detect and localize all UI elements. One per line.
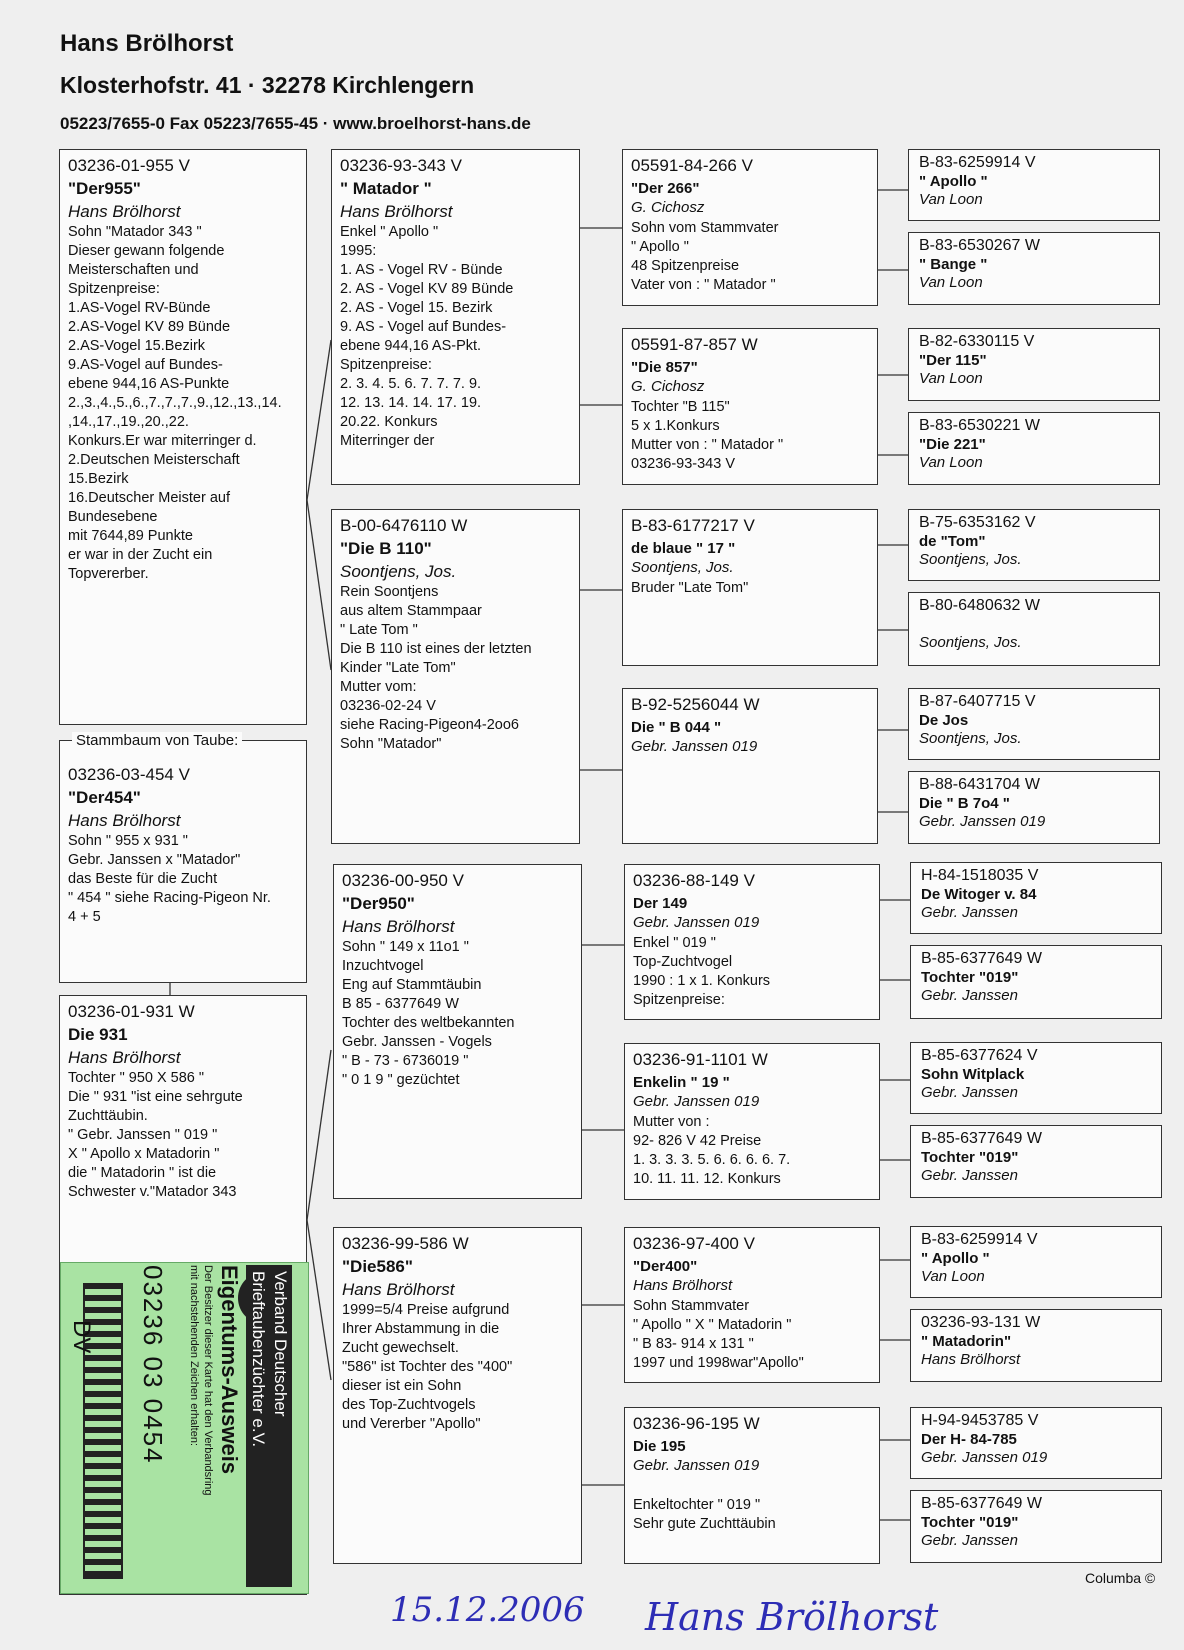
g2-text: Rein Soontjens aus altem Stammpaar " Late Tom " Die B 110 ist eines der letzten Kinder "Late Tom" Mutter vom: 03236-02-24 V siehe Racing-Pigeon4-2oo6 Sohn "Matador" bbox=[340, 584, 532, 752]
g4-box-11 bbox=[910, 1042, 1162, 1114]
g4-box-16 bbox=[910, 1490, 1162, 1563]
g2-box-3 bbox=[333, 864, 582, 1199]
g4-breeder: Soontjens, Jos. bbox=[919, 634, 1022, 651]
g3-breeder: Gebr. Janssen 019 bbox=[631, 738, 758, 755]
g4-box-3 bbox=[908, 328, 1160, 401]
g3-name: Die " B 044 " bbox=[631, 719, 722, 736]
g4-ring: B-85-6377649 W bbox=[921, 1130, 1042, 1147]
g3-breeder: Gebr. Janssen 019 bbox=[633, 1093, 760, 1110]
g4-name: " Apollo " bbox=[919, 173, 988, 190]
g4-breeder: Van Loon bbox=[921, 1268, 985, 1285]
father-name: "Der955" bbox=[68, 179, 141, 198]
g2-ring: 03236-93-343 V bbox=[340, 156, 462, 175]
g4-ring: B-87-6407715 V bbox=[919, 693, 1036, 710]
g4-name: Tochter "019" bbox=[921, 969, 1019, 986]
g3-breeder: Soontjens, Jos. bbox=[631, 559, 734, 576]
g2-breeder: Hans Brölhorst bbox=[342, 917, 455, 936]
mother-text: Tochter " 950 X 586 " Die " 931 "ist eine sehrgute Zuchttäubin. " Gebr. Janssen " 019 " X " Apollo x Matadorin " die " Matadorin " ist die Schwester v."Matador 343 bbox=[68, 1070, 243, 1200]
card-small-text2: mit nachstehenden Zeichen erhalten: bbox=[188, 1265, 200, 1447]
g2-ring: 03236-00-950 V bbox=[342, 871, 464, 890]
g2-breeder: Hans Brölhorst bbox=[342, 1280, 455, 1299]
g2-breeder: Hans Brölhorst bbox=[340, 202, 453, 221]
g3-breeder: Gebr. Janssen 019 bbox=[633, 914, 760, 931]
g3-box-8 bbox=[624, 1407, 880, 1564]
g3-text: Mutter von : 92- 826 V 42 Preise 1. 3. 3. 3. 5. 6. 6. 6. 6. 7. 10. 11. 11. 12. Konkurs bbox=[633, 1114, 791, 1187]
g2-name: "Die B 110" bbox=[340, 539, 432, 558]
g4-ring: B-85-6377649 W bbox=[921, 1495, 1042, 1512]
card-ring-number: 03236 03 0454 bbox=[138, 1265, 168, 1465]
g4-breeder: Soontjens, Jos. bbox=[919, 730, 1022, 747]
g3-text: Sohn Stammvater " Apollo " X " Matadorin " " B 83- 914 x 131 " 1997 und 1998war"Apollo" bbox=[633, 1298, 804, 1371]
g4-name: De Jos bbox=[919, 712, 969, 729]
g3-ring: B-83-6177217 V bbox=[631, 516, 755, 535]
g3-text: Tochter "B 115" 5 x 1.Konkurs Mutter von : " Matador " 03236-93-343 V bbox=[631, 399, 784, 472]
subject-ring: 03236-03-454 V bbox=[68, 765, 190, 784]
g2-box-1 bbox=[331, 149, 580, 485]
g3-text: Enkel " 019 " Top-Zuchtvogel 1990 : 1 x 1. Konkurs Spitzenpreise: bbox=[633, 935, 771, 1008]
card-country: DV bbox=[68, 1320, 95, 1354]
g3-text: Bruder "Late Tom" bbox=[631, 580, 749, 596]
g3-breeder: G. Cichosz bbox=[631, 378, 705, 395]
g3-name: Enkelin " 19 " bbox=[633, 1074, 730, 1091]
g3-breeder: Gebr. Janssen 019 bbox=[633, 1457, 760, 1474]
g4-breeder: Van Loon bbox=[919, 274, 983, 291]
g4-breeder: Gebr. Janssen bbox=[921, 904, 1018, 921]
g4-ring: B-75-6353162 V bbox=[919, 514, 1036, 531]
father-ring: 03236-01-955 V bbox=[68, 156, 190, 175]
g3-name: de blaue " 17 " bbox=[631, 540, 736, 557]
mother-ring: 03236-01-931 W bbox=[68, 1002, 195, 1021]
breeder-address: Klosterhofstr. 41 · 32278 Kirchlengern bbox=[60, 72, 475, 98]
card-text-group bbox=[60, 1265, 300, 1590]
g4-box-13 bbox=[910, 1226, 1162, 1298]
g4-box-10 bbox=[910, 945, 1162, 1019]
g3-ring: 03236-91-1101 W bbox=[633, 1050, 768, 1069]
g4-ring: B-88-6431704 W bbox=[919, 776, 1040, 793]
g3-name: Die 195 bbox=[633, 1438, 686, 1455]
g3-box-5 bbox=[624, 864, 880, 1020]
g3-breeder: G. Cichosz bbox=[631, 199, 705, 216]
g3-ring: B-92-5256044 W bbox=[631, 695, 760, 714]
g3-text: Sohn vom Stammvater " Apollo " 48 Spitzenpreise Vater von : " Matador " bbox=[631, 220, 779, 293]
g4-breeder: Hans Brölhorst bbox=[921, 1351, 1021, 1368]
g3-name: Der 149 bbox=[633, 895, 688, 912]
g4-breeder: Gebr. Janssen bbox=[921, 1167, 1018, 1184]
g4-name: " Matadorin" bbox=[921, 1333, 1012, 1350]
subject-box bbox=[59, 740, 307, 983]
g4-breeder: Van Loon bbox=[919, 370, 983, 387]
father-box bbox=[59, 149, 307, 725]
g4-ring: H-84-1518035 V bbox=[921, 867, 1039, 884]
g4-box-8 bbox=[908, 771, 1160, 844]
g4-name: "Die 221" bbox=[919, 436, 986, 453]
g3-name: "Der 266" bbox=[631, 180, 700, 197]
g3-breeder: Hans Brölhorst bbox=[633, 1277, 733, 1294]
g4-ring: 03236-93-131 W bbox=[921, 1314, 1041, 1331]
g4-ring: B-83-6259914 V bbox=[921, 1231, 1038, 1248]
g2-text: Enkel " Apollo " 1995: 1. AS - Vogel RV - Bünde 2. AS - Vogel KV 89 Bünde 2. AS - Vogel 15. Bezirk 9. AS - Vogel auf Bundes- ebene 944,16 AS-Pkt. Spitzenpreise: 2. 3. 4. 5. 6. 7. 7. 7. 9. 12. 13. 14. 14. 17. 19. 20.22. Konkurs Miterringer der bbox=[340, 224, 514, 449]
g2-box-2 bbox=[331, 509, 580, 844]
subject-text: Sohn " 955 x 931 " Gebr. Janssen x "Matador" das Beste für die Zucht " 454 " siehe Racing-Pigeon Nr. 4 + 5 bbox=[68, 833, 271, 925]
g2-text: 1999=5/4 Preise aufgrund Ihrer Abstammung in die Zucht gewechselt. "586" ist Tochter des "400" dieser ist ein Sohn des Top-Zuchtvogels und Vererber "Apollo" bbox=[342, 1302, 513, 1432]
father-text: Sohn "Matador 343 " Dieser gewann folgende Meisterschaften und Spitzenpreise: 1.AS-Vogel RV-Bünde 2.AS-Vogel KV 89 Bünde 2.AS-Vogel 15.Bezirk 9.AS-Vogel auf Bundes- ebene 944,16 AS-Punkte 2.,3.,4.,5.,6.,7.,7.,7.,9.,12.,13.,14. ,14.,17.,19.,20.,22. Konkurs.Er war miterringer d. 2.Deutschen Meisterschaft 15.Bezirk 16.Deutscher Meister auf Bundesebene mit 7644,89 Punkte er war in der Zucht ein Topvererber. bbox=[68, 224, 282, 582]
g4-name bbox=[919, 616, 1149, 634]
g4-breeder: Gebr. Janssen 019 bbox=[919, 813, 1046, 830]
breeder-name: Hans Brölhorst bbox=[60, 30, 234, 57]
g4-box-9 bbox=[910, 862, 1162, 934]
card-org-line1: Verband Deutscher bbox=[268, 1265, 292, 1587]
g4-name: Der H- 84-785 bbox=[921, 1431, 1017, 1448]
g3-ring: 03236-97-400 V bbox=[633, 1234, 755, 1253]
g4-name: " Bange " bbox=[919, 256, 988, 273]
g2-ring: 03236-99-586 W bbox=[342, 1234, 469, 1253]
g4-name: de "Tom" bbox=[919, 533, 986, 550]
g3-box-6 bbox=[624, 1043, 880, 1200]
g4-box-1 bbox=[908, 149, 1160, 221]
g4-breeder: Van Loon bbox=[919, 454, 983, 471]
g3-ring: 05591-87-857 W bbox=[631, 335, 758, 354]
g4-ring: B-85-6377649 W bbox=[921, 950, 1042, 967]
g4-ring: B-83-6530267 W bbox=[919, 237, 1040, 254]
g4-box-14 bbox=[910, 1309, 1162, 1382]
subject-breeder: Hans Brölhorst bbox=[68, 811, 181, 830]
g3-name: "Die 857" bbox=[631, 359, 698, 376]
g4-box-2 bbox=[908, 232, 1160, 305]
g3-box-4 bbox=[622, 688, 878, 844]
g4-ring: B-83-6530221 W bbox=[919, 417, 1040, 434]
g4-ring: B-83-6259914 V bbox=[919, 154, 1036, 171]
card-title: Eigentums-Ausweis bbox=[217, 1265, 242, 1475]
g2-ring: B-00-6476110 W bbox=[340, 516, 468, 535]
g4-breeder: Gebr. Janssen bbox=[921, 1084, 1018, 1101]
g2-name: " Matador " bbox=[340, 179, 432, 198]
g4-ring: B-85-6377624 V bbox=[921, 1047, 1038, 1064]
g4-name: Sohn Witplack bbox=[921, 1066, 1025, 1083]
father-breeder: Hans Brölhorst bbox=[68, 202, 181, 221]
g4-box-5 bbox=[908, 509, 1160, 581]
g2-text: Sohn " 149 x 11o1 " Inzuchtvogel Eng auf Stammtäubin B 85 - 6377649 W Tochter des weltbekannten Gebr. Janssen - Vogels " B - 73 - 6736019 " " 0 1 9 " gezüchtet bbox=[342, 939, 515, 1088]
g3-box-7 bbox=[624, 1227, 880, 1383]
g4-name: Tochter "019" bbox=[921, 1149, 1019, 1166]
g2-box-4 bbox=[333, 1227, 582, 1564]
stammbaum-label: Stammbaum von Taube: bbox=[72, 732, 242, 749]
breeder-contact: 05223/7655-0 Fax 05223/7655-45 · www.broelhorst-hans.de bbox=[60, 114, 531, 133]
mother-breeder: Hans Brölhorst bbox=[68, 1048, 181, 1067]
signature-name: Hans Brölhorst bbox=[645, 1595, 939, 1639]
g3-box-3 bbox=[622, 509, 878, 666]
g4-box-4 bbox=[908, 412, 1160, 485]
g4-ring: H-94-9453785 V bbox=[921, 1412, 1039, 1429]
g3-box-1 bbox=[622, 149, 878, 306]
g4-name: "Der 115" bbox=[919, 352, 987, 369]
g4-breeder: Soontjens, Jos. bbox=[919, 551, 1022, 568]
g4-ring: B-82-6330115 V bbox=[919, 333, 1035, 350]
mother-name: Die 931 bbox=[68, 1025, 128, 1044]
subject-name: "Der454" bbox=[68, 788, 141, 807]
g2-name: "Der950" bbox=[342, 894, 415, 913]
g3-ring: 03236-88-149 V bbox=[633, 871, 755, 890]
g4-box-6 bbox=[908, 592, 1160, 666]
g4-breeder: Van Loon bbox=[919, 191, 983, 208]
g4-box-15 bbox=[910, 1407, 1162, 1479]
g2-name: "Die586" bbox=[342, 1257, 413, 1276]
g4-breeder: Gebr. Janssen 019 bbox=[921, 1449, 1048, 1466]
g4-name: Tochter "019" bbox=[921, 1514, 1019, 1531]
g4-name: De Witoger v. 84 bbox=[921, 886, 1037, 903]
g4-breeder: Gebr. Janssen bbox=[921, 987, 1018, 1004]
g2-breeder: Soontjens, Jos. bbox=[340, 562, 457, 581]
copyright-notice: Columba © bbox=[1085, 1570, 1156, 1586]
card-small-text1: Der Besitzer dieser Karte hat den Verbandsring bbox=[202, 1265, 214, 1496]
g4-name: " Apollo " bbox=[921, 1250, 990, 1267]
g3-ring: 03236-96-195 W bbox=[633, 1414, 760, 1433]
signature-date: 15.12.2006 bbox=[390, 1590, 585, 1630]
g3-text: Enkeltochter " 019 " Sehr gute Zuchttäubin bbox=[633, 1497, 776, 1532]
g3-name: "Der400" bbox=[633, 1258, 698, 1275]
card-org-line2: Brieftaubenzüchter e.V. bbox=[246, 1265, 270, 1587]
g3-ring: 05591-84-266 V bbox=[631, 156, 753, 175]
g4-ring: B-80-6480632 W bbox=[919, 597, 1040, 614]
g4-box-12 bbox=[910, 1125, 1162, 1198]
g4-breeder: Gebr. Janssen bbox=[921, 1532, 1018, 1549]
g4-box-7 bbox=[908, 688, 1160, 760]
g3-box-2 bbox=[622, 328, 878, 485]
g4-name: Die " B 7o4 " bbox=[919, 795, 1010, 812]
